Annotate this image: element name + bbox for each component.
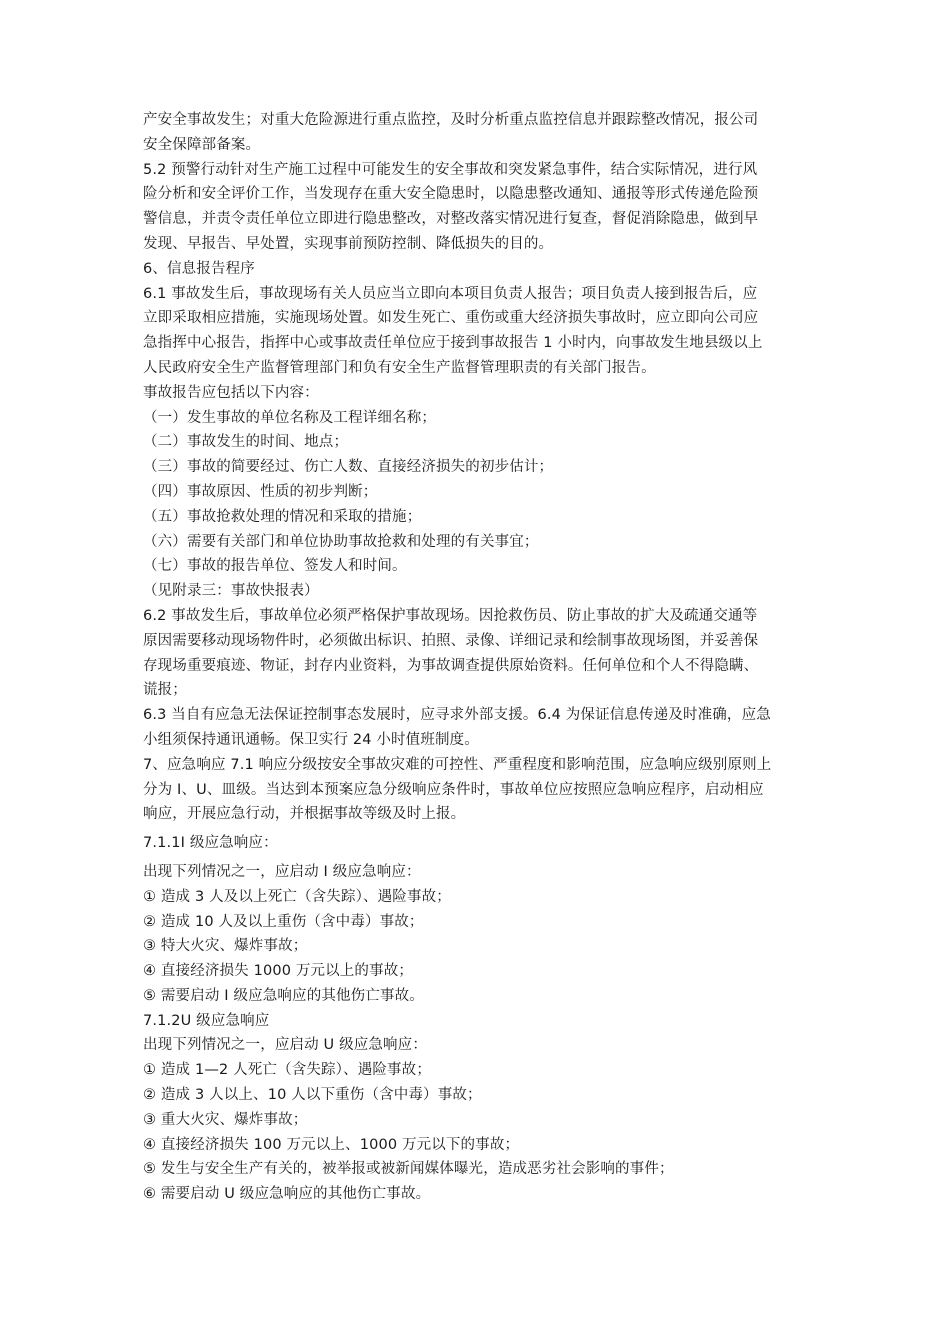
list-item: ② 造成 10 人及以上重伤（含中毒）事故； [143, 913, 424, 930]
text-line: 险分析和安全评价工作，当发现存在重大安全隐患时，以隐患整改通知、通报等形式传递危险预 [143, 186, 759, 203]
text-line: 分为 I、U、皿级。当达到本预案应急分级响应条件时，事故单位应按照应急响应程序，启动相应 [143, 781, 764, 798]
list-item: （七）事故的报告单位、签发人和时间。 [143, 558, 407, 575]
list-item: ③ 重大火灾、爆炸事故； [143, 1111, 308, 1128]
text-line: 发现、早报告、早处置，实现事前预防控制、降低损失的目的。 [143, 235, 554, 252]
text-line: 原因需要移动现场物件时，必须做出标识、拍照、录像、详细记录和绘制事故现场图，并妥善保 [143, 632, 759, 649]
list-item: （六）需要有关部门和单位协助事故抢救和处理的有关事宜； [143, 533, 539, 550]
text-line: 6.3 当自有应急无法保证控制事态发展时，应寻求外部支援。6.4 为保证信息传递及时准确，应急 [143, 707, 771, 724]
list-item: ③ 特大火灾、爆炸事故； [143, 938, 308, 955]
text-line: 急指挥中心报告，指挥中心或事故责任单位应于接到事故报告 1 小时内，向事故发生地县级以上 [143, 335, 763, 352]
text-line: 小组须保持通讯通畅。保卫实行 24 小时值班制度。 [143, 731, 479, 748]
list-item: ④ 直接经济损失 1000 万元以上的事故； [143, 963, 414, 980]
text-line: 出现下列情况之一，应启动 I 级应急响应： [143, 863, 421, 880]
text-line: 存现场重要痕迹、物证，封存内业资料，为事故调查提供原始资料。任何单位和个人不得隐瞒、 [143, 657, 759, 674]
text-line: 安全保障部备案。 [143, 136, 261, 153]
text-line: 出现下列情况之一，应启动 U 级应急响应： [143, 1037, 427, 1054]
list-item: （二）事故发生的时间、地点； [143, 434, 349, 451]
text-line: 6.1 事故发生后，事故现场有关人员应当立即向本项目负责人报告；项目负责人接到报告后，应 [143, 285, 758, 302]
text-line: （见附录三：事故快报表） [143, 583, 319, 600]
list-item: （一）发生事故的单位名称及工程详细名称； [143, 409, 436, 426]
text-line: 6.2 事故发生后，事故单位必须严格保护事故现场。因抢救伤员、防止事故的扩大及疏通交通等 [143, 607, 758, 624]
list-item: ② 造成 3 人以上、10 人以下重伤（含中毒）事故； [143, 1087, 482, 1104]
list-item: ① 造成 1—2 人死亡（含失踪）、遇险事故； [143, 1062, 431, 1079]
document-body [143, 108, 823, 1207]
list-item: ⑤ 需要启动 I 级应急响应的其他伤亡事故。 [143, 987, 424, 1004]
subsection-heading: 7.1.1I 级应急响应： [143, 835, 278, 852]
list-item: （四）事故原因、性质的初步判断； [143, 483, 378, 500]
text-line: 谎报； [143, 682, 187, 699]
list-item: ⑥ 需要启动 U 级应急响应的其他伤亡事故。 [143, 1186, 431, 1203]
list-item: ④ 直接经济损失 100 万元以上、1000 万元以下的事故； [143, 1136, 520, 1153]
text-line: 5.2 预警行动针对生产施工过程中可能发生的安全事故和突发紧急事件，结合实际情况，进行风 [143, 161, 758, 178]
list-item: ⑤ 发生与安全生产有关的，被举报或被新闻媒体曝光，造成恶劣社会影响的事件； [143, 1161, 674, 1178]
section-heading: 7、应急响应 7.1 响应分级按安全事故灾难的可控性、严重程度和影响范围，应急响应级别原则上 [143, 756, 772, 773]
list-item: （五）事故抢救处理的情况和采取的措施； [143, 508, 422, 525]
text-line: 事故报告应包括以下内容： [143, 384, 319, 401]
subsection-heading: 7.1.2U 级应急响应 [143, 1012, 270, 1029]
text-line: 人民政府安全生产监督管理部门和负有安全生产监督管理职责的有关部门报告。 [143, 359, 656, 376]
text-line: 警信息，并责令责任单位立即进行隐患整改，对整改落实情况进行复查，督促消除隐患，做到早 [143, 211, 759, 228]
list-item: （三）事故的简要经过、伤亡人数、直接经济损失的初步估计； [143, 459, 554, 476]
text-line: 响应，开展应急行动，并根据事故等级及时上报。 [143, 806, 466, 823]
text-line: 立即采取相应措施，实施现场处置。如发生死亡、重伤或重大经济损失事故时，应立即向公司应 [143, 310, 759, 327]
list-item: ① 造成 3 人及以上死亡（含失踪）、遇险事故； [143, 888, 451, 905]
section-heading: 6、信息报告程序 [143, 260, 255, 277]
text-line: 产安全事故发生；对重大危险源进行重点监控，及时分析重点监控信息并跟踪整改情况，报公司 [143, 112, 759, 128]
